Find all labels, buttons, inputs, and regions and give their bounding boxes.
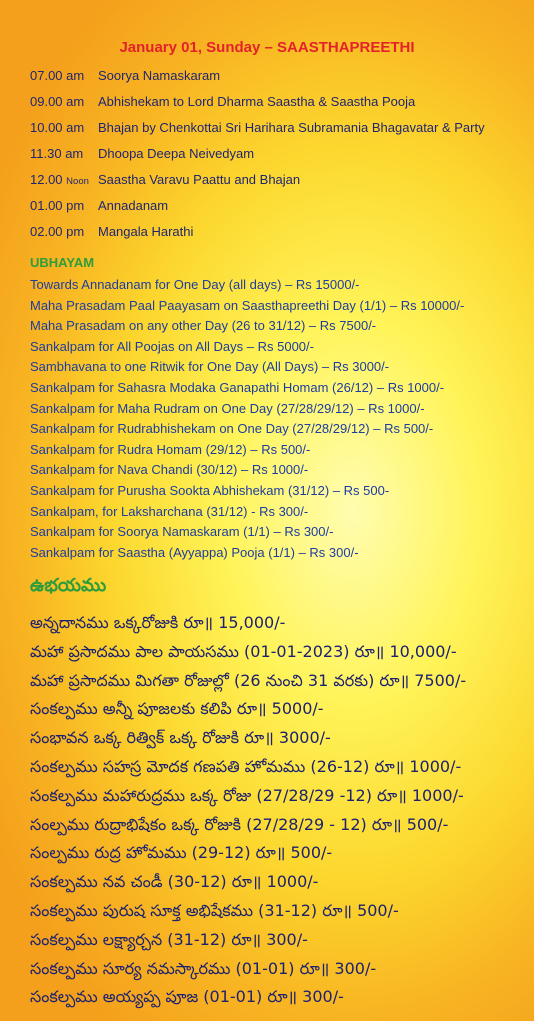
ubhayam-item: Sankalpam for Maha Rudram on One Day (27/28/29/12) – Rs 1000/- [30, 400, 425, 416]
ubhayam-heading-english: UBHAYAM [30, 255, 95, 270]
ubhayam-item: Sankalpam for Soorya Namaskaram (1/1) – Rs 300/- [30, 524, 334, 540]
schedule-time [30, 144, 83, 164]
schedule-event: Abhishekam to Lord Dharma Saastha & Saastha Pooja [98, 94, 416, 109]
ubhayam-item-telugu: సంకల్పము అన్నీ పూజలకు కలిపి రూ॥ 5000/- [30, 699, 324, 719]
schedule-row [30, 170, 526, 196]
schedule-time-period: am [66, 94, 85, 109]
schedule-time [30, 92, 84, 112]
ubhayam-item-telugu: అన్నదానము ఒక్కరోజుకి రూ॥ 15,000/- [30, 613, 286, 632]
schedule-time-period: pm [66, 224, 85, 239]
schedule-time [30, 196, 84, 216]
ubhayam-item-telugu: మహా ప్రసాదము పాల పాయసము (01-01-2023) రూ॥ 10,000/- [30, 641, 457, 661]
ubhayam-item: Towards Annadanam for One Day (all days) – Rs 15000/- [30, 277, 360, 292]
schedule-event: Dhoopa Deepa Neivedyam [98, 146, 255, 161]
schedule-time-period: pm [66, 198, 85, 213]
schedule-time-period: am [65, 146, 84, 161]
ubhayam-item-telugu: సంకల్పము సూర్య నమస్కారము (01-01) రూ॥ 300/- [30, 958, 377, 978]
schedule-row [30, 118, 526, 144]
ubhayam-item-telugu: సంభావన ఒక్క రిత్విక్ ఒక్క రోజుకి రూ॥ 3000/- [30, 728, 331, 748]
schedule-time [30, 66, 84, 86]
ubhayam-item: Sankalpam for Sahasra Modaka Ganapathi Homam (26/12) – Rs 1000/- [30, 379, 445, 395]
schedule-list [30, 66, 526, 248]
schedule-time-value: 10.00 [30, 120, 63, 135]
schedule-event: Mangala Harathi [98, 224, 194, 239]
ubhayam-item: Sambhavana to one Ritwik for One Day (All Days) – Rs 3000/- [30, 359, 390, 375]
schedule-row [30, 144, 526, 170]
ubhayam-item-telugu: సంల్పము రుద్రాభిషేకం ఒక్క రోజుకి (27/28/29 - 12) రూ॥ 500/- [30, 814, 449, 834]
ubhayam-item-telugu: సంకల్పము నవ చండీ (30-12) రూ॥ 1000/- [30, 872, 319, 892]
ubhayam-item-telugu: సంల్పము రుద్ర హోమము (29-12) రూ॥ 500/- [30, 843, 333, 863]
ubhayam-item: Sankalpam for All Poojas on All Days – Rs 5000/- [30, 338, 314, 354]
ubhayam-heading-telugu: ఉభయము [30, 575, 107, 596]
ubhayam-item-telugu: సంకల్పము అయ్యప్ప పూజ (01-01) రూ॥ 300/- [30, 987, 344, 1007]
ubhayam-item: Sankalpam for Rudrabhishekam on One Day (27/28/29/12) – Rs 500/- [30, 421, 434, 437]
schedule-row [30, 222, 526, 248]
schedule-time-value: 11.30 [30, 146, 62, 161]
schedule-event: Saastha Varavu Paattu and Bhajan [98, 172, 301, 187]
ubhayam-item: Maha Prasadam on any other Day (26 to 31/12) – Rs 7500/- [30, 318, 377, 334]
ubhayam-item: Maha Prasadam Paal Paayasam on Saasthapreethi Day (1/1) – Rs 10000/- [30, 297, 465, 313]
schedule-time-period: am [66, 68, 85, 83]
ubhayam-item: Sankalpam, for Laksharchana (31/12) - Rs 300/- [30, 503, 309, 519]
schedule-time [30, 222, 84, 242]
schedule-time-period: am [66, 120, 85, 135]
ubhayam-item: Sankalpam for Rudra Homam (29/12) – Rs 500/- [30, 441, 311, 457]
ubhayam-list-telugu [30, 609, 528, 1012]
schedule-event: Annadanam [98, 198, 169, 213]
schedule-row [30, 196, 526, 222]
schedule-time [30, 170, 89, 192]
schedule-event: Soorya Namaskaram [98, 68, 221, 83]
ubhayam-item-telugu: సంకల్పము మహారుద్రము ఒక్క రోజు (27/28/29 -12) రూ॥ 1000/- [30, 785, 464, 805]
event-title: January 01, Sunday – SAASTHAPREETHI [119, 39, 415, 56]
schedule-time-value: 12.00 [30, 172, 63, 187]
ubhayam-item-telugu: సంకల్పము లక్ష్యార్చన (31-12) రూ॥ 300/- [30, 929, 308, 949]
ubhayam-item-telugu: మహా ప్రసాదము మిగతా రోజుల్లో (26 నుంచి 31 వరకు) రూ॥ 7500/- [30, 670, 467, 690]
schedule-row [30, 92, 526, 118]
ubhayam-item-telugu: సంకల్పము సహస్ర మోదక గణపతి హోమము (26-12) రూ॥ 1000/- [30, 756, 462, 776]
schedule-time-value: 01.00 [30, 198, 63, 213]
ubhayam-item: Sankalpam for Purusha Sookta Abhishekam (31/12) – Rs 500- [30, 482, 390, 498]
schedule-time-period: Noon [66, 176, 89, 187]
schedule-time-value: 09.00 [30, 94, 63, 109]
schedule-event: Bhajan by Chenkottai Sri Harihara Subramania Bhagavatar & Party [98, 120, 485, 135]
ubhayam-item: Sankalpam for Saastha (Ayyappa) Pooja (1/1) – Rs 300/- [30, 544, 359, 560]
ubhayam-item: Sankalpam for Nava Chandi (30/12) – Rs 1000/- [30, 462, 309, 478]
ubhayam-item-telugu: సంకల్పము పురుష సూక్త అభిషేకము (31-12) రూ॥ 500/- [30, 900, 399, 920]
ubhayam-list-english [30, 275, 528, 563]
schedule-time-value: 07.00 [30, 68, 63, 83]
schedule-time-value: 02.00 [30, 224, 63, 239]
schedule-time [30, 118, 84, 138]
schedule-row [30, 66, 526, 92]
